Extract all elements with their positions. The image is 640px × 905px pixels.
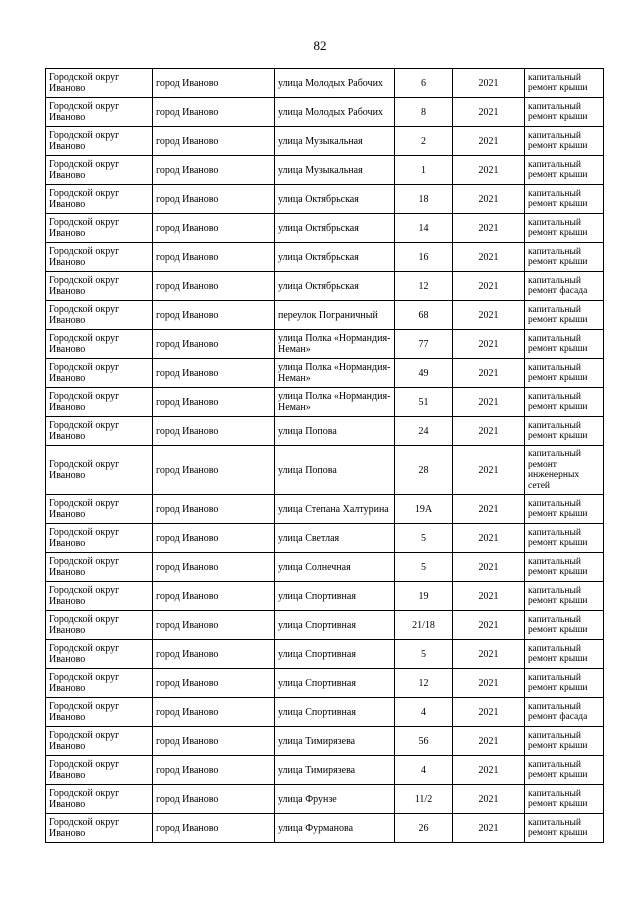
house-number-cell: 26	[395, 814, 453, 843]
street-cell: улица Спортивная	[275, 669, 395, 698]
street-cell: улица Октябрьская	[275, 214, 395, 243]
year-cell: 2021	[453, 330, 525, 359]
year-cell: 2021	[453, 98, 525, 127]
district-cell: Городской округ Иваново	[46, 156, 153, 185]
street-cell: улица Музыкальная	[275, 156, 395, 185]
house-number-cell: 68	[395, 301, 453, 330]
street-cell: улица Полка «Нормандия-Неман»	[275, 388, 395, 417]
street-cell: улица Фурманова	[275, 814, 395, 843]
table-row	[46, 495, 604, 524]
work-type-cell: капитальный ремонт инженерных сетей	[525, 446, 604, 495]
city-cell: город Иваново	[153, 698, 275, 727]
street-cell: улица Попова	[275, 446, 395, 495]
table-row	[46, 582, 604, 611]
table-row	[46, 417, 604, 446]
district-cell: Городской округ Иваново	[46, 127, 153, 156]
house-number-cell: 14	[395, 214, 453, 243]
city-cell: город Иваново	[153, 727, 275, 756]
house-number-cell: 8	[395, 98, 453, 127]
house-number-cell: 49	[395, 359, 453, 388]
district-cell: Городской округ Иваново	[46, 640, 153, 669]
city-cell: город Иваново	[153, 814, 275, 843]
year-cell: 2021	[453, 727, 525, 756]
house-number-cell: 1	[395, 156, 453, 185]
year-cell: 2021	[453, 185, 525, 214]
district-cell: Городской округ Иваново	[46, 243, 153, 272]
year-cell: 2021	[453, 495, 525, 524]
work-type-cell: капитальный ремонт крыши	[525, 785, 604, 814]
district-cell: Городской округ Иваново	[46, 69, 153, 98]
house-number-cell: 19	[395, 582, 453, 611]
city-cell: город Иваново	[153, 495, 275, 524]
street-cell: улица Степана Халтурина	[275, 495, 395, 524]
house-number-cell: 5	[395, 640, 453, 669]
district-cell: Городской округ Иваново	[46, 669, 153, 698]
repair-register-table	[45, 68, 604, 843]
year-cell: 2021	[453, 611, 525, 640]
street-cell: улица Молодых Рабочих	[275, 69, 395, 98]
city-cell: город Иваново	[153, 214, 275, 243]
street-cell: улица Попова	[275, 417, 395, 446]
work-type-cell: капитальный ремонт крыши	[525, 156, 604, 185]
year-cell: 2021	[453, 553, 525, 582]
city-cell: город Иваново	[153, 272, 275, 301]
house-number-cell: 12	[395, 272, 453, 301]
work-type-cell: капитальный ремонт крыши	[525, 611, 604, 640]
street-cell: переулок Пограничный	[275, 301, 395, 330]
work-type-cell: капитальный ремонт крыши	[525, 669, 604, 698]
table-row	[46, 330, 604, 359]
city-cell: город Иваново	[153, 669, 275, 698]
district-cell: Городской округ Иваново	[46, 446, 153, 495]
city-cell: город Иваново	[153, 359, 275, 388]
work-type-cell: капитальный ремонт крыши	[525, 98, 604, 127]
district-cell: Городской округ Иваново	[46, 417, 153, 446]
street-cell: улица Тимирязева	[275, 727, 395, 756]
table-row	[46, 698, 604, 727]
city-cell: город Иваново	[153, 553, 275, 582]
city-cell: город Иваново	[153, 388, 275, 417]
year-cell: 2021	[453, 156, 525, 185]
street-cell: улица Фрунзе	[275, 785, 395, 814]
city-cell: город Иваново	[153, 446, 275, 495]
table-row	[46, 611, 604, 640]
work-type-cell: капитальный ремонт крыши	[525, 185, 604, 214]
street-cell: улица Спортивная	[275, 698, 395, 727]
work-type-cell: капитальный ремонт крыши	[525, 582, 604, 611]
house-number-cell: 2	[395, 127, 453, 156]
page-number: 82	[313, 38, 327, 53]
house-number-cell: 4	[395, 698, 453, 727]
district-cell: Городской округ Иваново	[46, 582, 153, 611]
work-type-cell: капитальный ремонт фасада	[525, 698, 604, 727]
district-cell: Городской округ Иваново	[46, 301, 153, 330]
district-cell: Городской округ Иваново	[46, 756, 153, 785]
district-cell: Городской округ Иваново	[46, 185, 153, 214]
city-cell: город Иваново	[153, 417, 275, 446]
work-type-cell: капитальный ремонт крыши	[525, 127, 604, 156]
year-cell: 2021	[453, 814, 525, 843]
table-row	[46, 640, 604, 669]
street-cell: улица Октябрьская	[275, 185, 395, 214]
house-number-cell: 21/18	[395, 611, 453, 640]
street-cell: улица Спортивная	[275, 611, 395, 640]
house-number-cell: 16	[395, 243, 453, 272]
table-row	[46, 127, 604, 156]
house-number-cell: 11/2	[395, 785, 453, 814]
year-cell: 2021	[453, 69, 525, 98]
year-cell: 2021	[453, 417, 525, 446]
district-cell: Городской округ Иваново	[46, 272, 153, 301]
house-number-cell: 28	[395, 446, 453, 495]
work-type-cell: капитальный ремонт крыши	[525, 417, 604, 446]
city-cell: город Иваново	[153, 156, 275, 185]
city-cell: город Иваново	[153, 330, 275, 359]
house-number-cell: 5	[395, 553, 453, 582]
house-number-cell: 4	[395, 756, 453, 785]
work-type-cell: капитальный ремонт крыши	[525, 330, 604, 359]
house-number-cell: 56	[395, 727, 453, 756]
work-type-cell: капитальный ремонт крыши	[525, 69, 604, 98]
street-cell: улица Тимирязева	[275, 756, 395, 785]
street-cell: улица Светлая	[275, 524, 395, 553]
year-cell: 2021	[453, 243, 525, 272]
work-type-cell: капитальный ремонт крыши	[525, 214, 604, 243]
city-cell: город Иваново	[153, 301, 275, 330]
district-cell: Городской округ Иваново	[46, 814, 153, 843]
table-row	[46, 669, 604, 698]
table-row	[46, 243, 604, 272]
work-type-cell: капитальный ремонт крыши	[525, 553, 604, 582]
year-cell: 2021	[453, 524, 525, 553]
table-row	[46, 553, 604, 582]
table-body	[46, 69, 604, 843]
house-number-cell: 5	[395, 524, 453, 553]
year-cell: 2021	[453, 698, 525, 727]
house-number-cell: 77	[395, 330, 453, 359]
house-number-cell: 19А	[395, 495, 453, 524]
work-type-cell: капитальный ремонт фасада	[525, 272, 604, 301]
city-cell: город Иваново	[153, 524, 275, 553]
table-row	[46, 814, 604, 843]
street-cell: улица Октябрьская	[275, 272, 395, 301]
district-cell: Городской округ Иваново	[46, 388, 153, 417]
work-type-cell: капитальный ремонт крыши	[525, 756, 604, 785]
district-cell: Городской округ Иваново	[46, 524, 153, 553]
city-cell: город Иваново	[153, 185, 275, 214]
street-cell: улица Спортивная	[275, 640, 395, 669]
table-row	[46, 785, 604, 814]
work-type-cell: капитальный ремонт крыши	[525, 727, 604, 756]
table-row	[46, 388, 604, 417]
city-cell: город Иваново	[153, 756, 275, 785]
year-cell: 2021	[453, 272, 525, 301]
table-row	[46, 156, 604, 185]
city-cell: город Иваново	[153, 127, 275, 156]
district-cell: Городской округ Иваново	[46, 495, 153, 524]
work-type-cell: капитальный ремонт крыши	[525, 243, 604, 272]
city-cell: город Иваново	[153, 98, 275, 127]
district-cell: Городской округ Иваново	[46, 611, 153, 640]
year-cell: 2021	[453, 127, 525, 156]
street-cell: улица Солнечная	[275, 553, 395, 582]
year-cell: 2021	[453, 785, 525, 814]
year-cell: 2021	[453, 756, 525, 785]
district-cell: Городской округ Иваново	[46, 330, 153, 359]
table-row	[46, 185, 604, 214]
table-row	[46, 301, 604, 330]
district-cell: Городской округ Иваново	[46, 553, 153, 582]
work-type-cell: капитальный ремонт крыши	[525, 524, 604, 553]
district-cell: Городской округ Иваново	[46, 214, 153, 243]
district-cell: Городской округ Иваново	[46, 785, 153, 814]
street-cell: улица Октябрьская	[275, 243, 395, 272]
house-number-cell: 6	[395, 69, 453, 98]
year-cell: 2021	[453, 214, 525, 243]
year-cell: 2021	[453, 582, 525, 611]
street-cell: улица Полка «Нормандия-Неман»	[275, 359, 395, 388]
house-number-cell: 24	[395, 417, 453, 446]
table-row	[46, 359, 604, 388]
table-row	[46, 214, 604, 243]
table-row	[46, 446, 604, 495]
city-cell: город Иваново	[153, 69, 275, 98]
work-type-cell: капитальный ремонт крыши	[525, 388, 604, 417]
table-row	[46, 272, 604, 301]
house-number-cell: 18	[395, 185, 453, 214]
city-cell: город Иваново	[153, 243, 275, 272]
city-cell: город Иваново	[153, 611, 275, 640]
year-cell: 2021	[453, 640, 525, 669]
district-cell: Городской округ Иваново	[46, 698, 153, 727]
city-cell: город Иваново	[153, 640, 275, 669]
district-cell: Городской округ Иваново	[46, 727, 153, 756]
year-cell: 2021	[453, 669, 525, 698]
street-cell: улица Полка «Нормандия-Неман»	[275, 330, 395, 359]
year-cell: 2021	[453, 359, 525, 388]
work-type-cell: капитальный ремонт крыши	[525, 640, 604, 669]
district-cell: Городской округ Иваново	[46, 98, 153, 127]
work-type-cell: капитальный ремонт крыши	[525, 814, 604, 843]
table-row	[46, 756, 604, 785]
district-cell: Городской округ Иваново	[46, 359, 153, 388]
work-type-cell: капитальный ремонт крыши	[525, 301, 604, 330]
table-row	[46, 69, 604, 98]
house-number-cell: 51	[395, 388, 453, 417]
city-cell: город Иваново	[153, 582, 275, 611]
work-type-cell: капитальный ремонт крыши	[525, 359, 604, 388]
table-row	[46, 98, 604, 127]
table-row	[46, 727, 604, 756]
table-row	[46, 524, 604, 553]
street-cell: улица Музыкальная	[275, 127, 395, 156]
street-cell: улица Молодых Рабочих	[275, 98, 395, 127]
city-cell: город Иваново	[153, 785, 275, 814]
work-type-cell: капитальный ремонт крыши	[525, 495, 604, 524]
house-number-cell: 12	[395, 669, 453, 698]
year-cell: 2021	[453, 301, 525, 330]
year-cell: 2021	[453, 446, 525, 495]
year-cell: 2021	[453, 388, 525, 417]
street-cell: улица Спортивная	[275, 582, 395, 611]
